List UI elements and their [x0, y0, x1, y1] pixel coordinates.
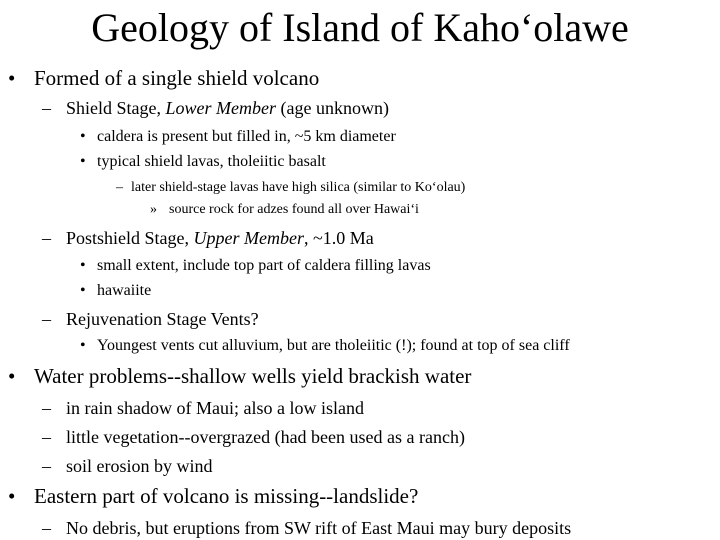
- subsubpoint-adzes: source rock for adzes found all over Hawai‘i: [169, 202, 419, 217]
- small-bullet-marker: •: [80, 128, 86, 145]
- shield-stage-label: Shield Stage,: [66, 98, 166, 118]
- point-caldera: caldera is present but filled in, ~5 km diameter: [97, 128, 396, 145]
- dash-marker: –: [42, 427, 51, 447]
- dash-marker-small: –: [116, 180, 123, 195]
- point-youngest-vents: Youngest vents cut alluvium, but are tholeiitic (!); found at top of sea cliff: [97, 337, 570, 354]
- chevron-marker: »: [150, 202, 157, 217]
- dash-marker: –: [42, 518, 51, 538]
- sub-shield-stage: [66, 97, 389, 119]
- sub-postshield-stage: [66, 227, 374, 249]
- small-bullet-marker: •: [80, 282, 86, 299]
- dash-marker: –: [42, 228, 51, 248]
- point-tholeiitic: typical shield lavas, tholeiitic basalt: [97, 153, 326, 170]
- point-small-extent: small extent, include top part of caldera filling lavas: [97, 257, 431, 274]
- bullet-eastern-part: Eastern part of volcano is missing--landslide?: [34, 484, 419, 508]
- lower-member-label: Lower Member: [165, 98, 276, 118]
- sub-no-debris: No debris, but eruptions from SW rift of East Maui may bury deposits: [66, 518, 572, 538]
- bullet-water-problems: Water problems--shallow wells yield brackish water: [34, 364, 472, 388]
- postshield-stage-label: Postshield Stage,: [66, 228, 194, 248]
- dash-marker: –: [42, 309, 51, 329]
- dash-marker: –: [42, 398, 51, 418]
- small-bullet-marker: •: [80, 153, 86, 170]
- bullet-marker: •: [8, 66, 16, 90]
- sub-vegetation: little vegetation--overgrazed (had been used as a ranch): [66, 427, 465, 447]
- sub-rain-shadow: in rain shadow of Maui; also a low island: [66, 398, 364, 418]
- sub-soil-erosion: soil erosion by wind: [66, 456, 213, 476]
- sub-rejuvenation-stage: Rejuvenation Stage Vents?: [66, 309, 259, 329]
- dash-marker: –: [42, 98, 51, 118]
- bullet-marker: •: [8, 484, 16, 508]
- subpoint-silica: later shield-stage lavas have high silica (similar to Ko‘olau): [131, 180, 466, 195]
- postshield-age-label: , ~1.0 Ma: [304, 228, 374, 248]
- small-bullet-marker: •: [80, 257, 86, 274]
- shield-age-label: (age unknown): [276, 98, 389, 118]
- bullet-marker: •: [8, 364, 16, 388]
- upper-member-label: Upper Member: [193, 228, 304, 248]
- dash-marker: –: [42, 456, 51, 476]
- small-bullet-marker: •: [80, 337, 86, 354]
- point-hawaiite: hawaiite: [97, 282, 152, 299]
- bullet-formed: Formed of a single shield volcano: [34, 66, 320, 90]
- slide-title: Geology of Island of Kaho‘olawe: [91, 5, 629, 50]
